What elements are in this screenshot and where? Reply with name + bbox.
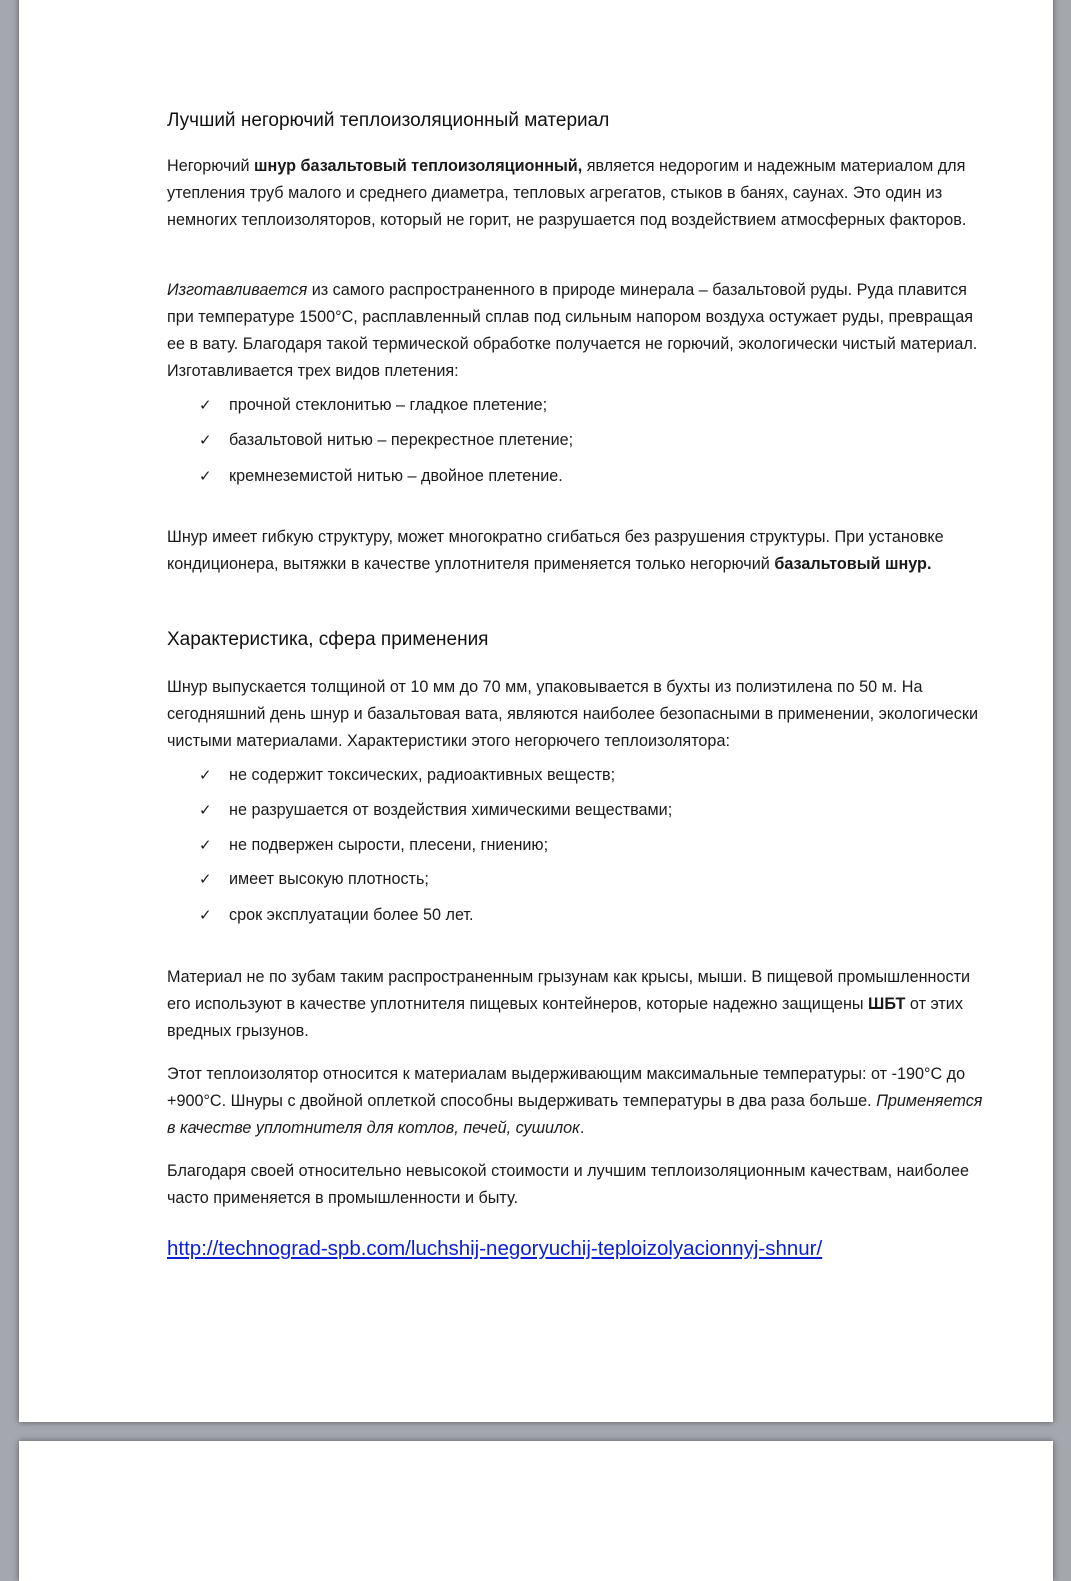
- text-run: .: [579, 1119, 585, 1137]
- checkmark-icon: ✓: [199, 871, 212, 888]
- checkmark-icon: ✓: [199, 907, 212, 924]
- checkmark-icon: ✓: [199, 802, 212, 819]
- bold-run: ШБТ: [868, 995, 906, 1013]
- list-item-text: не подвержен сырости, плесени, гниению;: [229, 836, 549, 854]
- checkmark-icon: ✓: [199, 432, 212, 449]
- paragraph-structure: [167, 524, 987, 578]
- text-run: Этот теплоизолятор относится к материалам выдерживающим максимальные температуры: от -190°С до +900°С. Шнуры с двойной оплеткой способны выдерживать температуры в два раза больше.: [167, 1065, 966, 1110]
- checkmark-icon: ✓: [199, 468, 212, 485]
- document-page-next: [19, 1441, 1053, 1581]
- list-item: [199, 393, 959, 418]
- text-run: Негорючий: [167, 157, 255, 175]
- list-item: [199, 833, 959, 858]
- heading-best-material: Лучший негорючий теплоизоляционный материал: [167, 110, 610, 131]
- bold-run: шнур базальтовый теплоизоляционный,: [254, 157, 583, 175]
- paragraph-rodents: [167, 964, 987, 1045]
- paragraph-manufacturing: [167, 277, 987, 385]
- checkmark-icon: ✓: [199, 837, 212, 854]
- text-run: Материал не по зубам таким распространенным грызунам как крысы, мыши. В пищевой промышленности его используют в качестве уплотнителя пищевых контейнеров, которые надежно защищены: [167, 968, 971, 1013]
- bold-run: базальтовый шнур.: [774, 555, 932, 573]
- list-item: [199, 798, 959, 823]
- paragraph-temperature: [167, 1061, 987, 1142]
- text-run: от этих вредных грызунов.: [167, 995, 963, 1040]
- list-item-text: имеет высокую плотность;: [229, 870, 429, 888]
- list-item-text: не разрушается от воздействия химическими веществами;: [229, 801, 673, 819]
- italic-run: Изготавливается: [167, 281, 308, 299]
- italic-run: Применяется в качестве уплотнителя для котлов, печей, сушилок: [167, 1092, 983, 1137]
- checkmark-icon: ✓: [199, 397, 212, 414]
- list-item: [199, 428, 959, 453]
- list-item: [199, 464, 959, 489]
- list-item-text: не содержит токсических, радиоактивных веществ;: [229, 766, 616, 784]
- checkmark-icon: ✓: [199, 767, 212, 784]
- list-item-text: кремнеземистой нитью – двойное плетение.: [229, 467, 563, 485]
- heading-characteristics: Характеристика, сфера применения: [167, 629, 489, 650]
- list-item: [199, 763, 959, 788]
- paragraph-intro: [167, 153, 987, 234]
- text-run: является недорогим и надежным материалом для утепления труб малого и среднего диаметра, тепловых агрегатов, стыков в банях, саунах. Это один из немногих теплоизоляторов, который не горит, не разрушается под воздействием атмосферных факторов.: [167, 157, 967, 229]
- text-run: из самого распространенного в природе минерала – базальтовой руды. Руда плавится при температуре 1500°С, расплавленный сплав под сильным напором воздуха остужает руды, превращая ее в вату. Благодаря такой термической обработке получается не горючий, экологически чистый материал. Изготавливается трех видов плетения:: [167, 281, 978, 380]
- list-item: [199, 867, 959, 892]
- document-page: [19, 0, 1053, 1422]
- list-item-text: срок эксплуатации более 50 лет.: [229, 906, 474, 924]
- text-run: Шнур имеет гибкую структуру, может многократно сгибаться без разрушения структуры. При установке кондиционера, вытяжки в качестве уплотнителя применяется только негорючий: [167, 528, 944, 573]
- source-link[interactable]: http://technograd-spb.com/luchshij-negoryuchij-teploizolyacionnyj-shnur/: [167, 1237, 823, 1260]
- list-item-text: прочной стеклонитью – гладкое плетение;: [229, 396, 548, 414]
- list-item: [199, 903, 959, 928]
- paragraph-cost: Благодаря своей относительно невысокой стоимости и лучшим теплоизоляционным качествам, наиболее часто применяется в промышленности и быту.: [167, 1162, 969, 1207]
- paragraph-characteristics: Шнур выпускается толщиной от 10 мм до 70 мм, упаковывается в бухты из полиэтилена по 50 м. На сегодняшний день шнур и базальтовая вата, являются наиболее безопасными в применении, экологически чистыми материалами. Характеристики этого негорючего теплоизолятора:: [167, 678, 979, 750]
- list-item-text: базальтовой нитью – перекрестное плетение;: [229, 431, 574, 449]
